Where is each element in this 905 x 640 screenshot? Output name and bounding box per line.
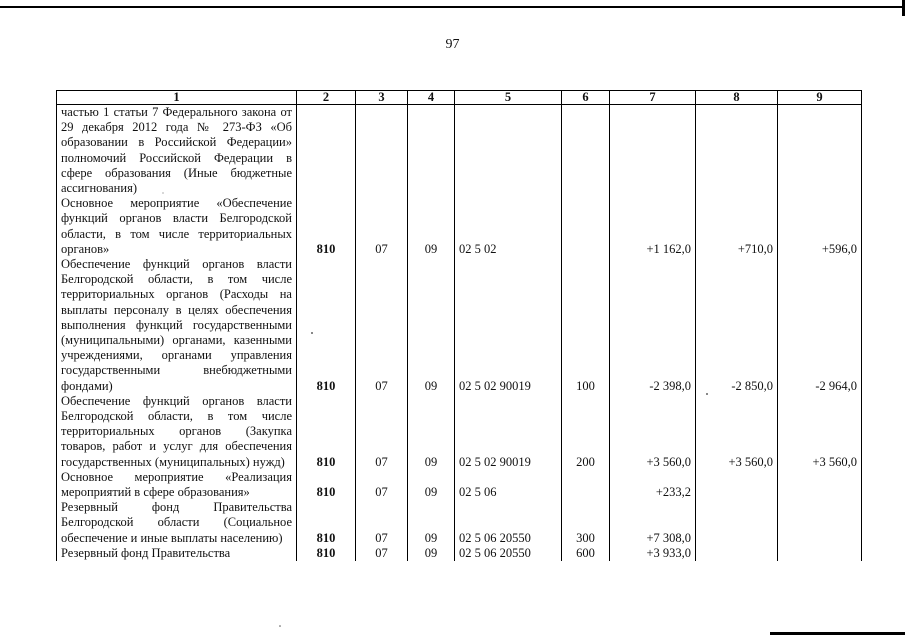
cell-subsection: 09 bbox=[408, 196, 455, 257]
cell-amount-col9: -2 964,0 bbox=[778, 257, 862, 394]
cell-amount-col7: +233,2 bbox=[610, 470, 696, 500]
cell-amount-col8: -2 850,0 bbox=[696, 257, 778, 394]
cell-subsection: 09 bbox=[408, 257, 455, 394]
cell-subsection: 09 bbox=[408, 470, 455, 500]
cell-amount-col9: +3 560,0 bbox=[778, 394, 862, 470]
cell-section: 07 bbox=[356, 470, 408, 500]
cell-ministry: 810 bbox=[297, 470, 356, 500]
cell-expense-type: 600 bbox=[562, 546, 610, 561]
cell-expense-type: 200 bbox=[562, 394, 610, 470]
cell-ministry: 810 bbox=[297, 394, 356, 470]
header-col-8: 8 bbox=[696, 91, 778, 105]
row-name: Основное мероприятие «Реализация мероприятий в сфере образования» bbox=[57, 470, 297, 500]
scan-speck bbox=[279, 625, 281, 627]
cell-amount-col8: +710,0 bbox=[696, 196, 778, 257]
scan-speck bbox=[706, 393, 708, 395]
cell-amount-col7: +1 162,0 bbox=[610, 196, 696, 257]
cell-subsection: 09 bbox=[408, 546, 455, 561]
cell-ministry: 810 bbox=[297, 546, 356, 561]
header-col-3: 3 bbox=[356, 91, 408, 105]
cell-section: 07 bbox=[356, 500, 408, 546]
cell-section: 07 bbox=[356, 196, 408, 257]
cell-target-code: 02 5 06 20550 bbox=[455, 500, 562, 546]
cell-amount-col7: +3 933,0 bbox=[610, 546, 696, 561]
cell-amount-col8: +3 560,0 bbox=[696, 394, 778, 470]
cell-section: 07 bbox=[356, 394, 408, 470]
header-col-1: 1 bbox=[57, 91, 297, 105]
cell-ministry: 810 bbox=[297, 196, 356, 257]
cell-expense-type: 100 bbox=[562, 257, 610, 394]
cell-subsection: 09 bbox=[408, 394, 455, 470]
scan-speck bbox=[162, 192, 163, 193]
row-name: Обеспечение функций органов власти Белгородской области, в том числе территориальных органов (Расходы на выплаты персоналу в целях обеспечения выполнения функций государственными (муниципальными) органами, казенными учреждениями, органами управления государственными внебюджетными фондами) bbox=[57, 257, 297, 394]
cell-target-code: 02 5 06 bbox=[455, 470, 562, 500]
row-name: Обеспечение функций органов власти Белгородской области, в том числе территориальных органов (Закупка товаров, работ и услуг для обеспечения государственных (муниципальных) нужд) bbox=[57, 394, 297, 470]
header-col-9: 9 bbox=[778, 91, 862, 105]
cell-amount-col7: -2 398,0 bbox=[610, 257, 696, 394]
cell-target-code: 02 5 06 20550 bbox=[455, 546, 562, 561]
row-name: частью 1 статьи 7 Федерального закона от 29 декабря 2012 года № 273-ФЗ «Об образовании в Российской Федерации» полномочий Российской Федерации в сфере образования (Иные бюджетные ассигнования) bbox=[57, 105, 297, 197]
cell-target-code: 02 5 02 bbox=[455, 196, 562, 257]
row-name: Основное мероприятие «Обеспечение функций органов власти Белгородской области, в том числе территориальных органов» bbox=[57, 196, 297, 257]
cell-amount-col9: +596,0 bbox=[778, 196, 862, 257]
page-number: 97 bbox=[445, 37, 460, 52]
header-col-7: 7 bbox=[610, 91, 696, 105]
cell-ministry: 810 bbox=[297, 500, 356, 546]
cell-amount-col7: +7 308,0 bbox=[610, 500, 696, 546]
header-col-6: 6 bbox=[562, 91, 610, 105]
scan-speck bbox=[311, 332, 313, 334]
cell-ministry: 810 bbox=[297, 257, 356, 394]
header-col-4: 4 bbox=[408, 91, 455, 105]
row-name: Резервный фонд Правительства Белгородской области (Социальное обеспечение и иные выплаты населению) bbox=[57, 500, 297, 546]
cell-subsection: 09 bbox=[408, 500, 455, 546]
cell-target-code: 02 5 02 90019 bbox=[455, 394, 562, 470]
cell-section: 07 bbox=[356, 257, 408, 394]
header-col-5: 5 bbox=[455, 91, 562, 105]
row-name: Резервный фонд Правительства bbox=[57, 546, 297, 561]
header-col-2: 2 bbox=[297, 91, 356, 105]
cell-target-code: 02 5 02 90019 bbox=[455, 257, 562, 394]
cell-section: 07 bbox=[356, 546, 408, 561]
cell-amount-col7: +3 560,0 bbox=[610, 394, 696, 470]
cell-expense-type: 300 bbox=[562, 500, 610, 546]
